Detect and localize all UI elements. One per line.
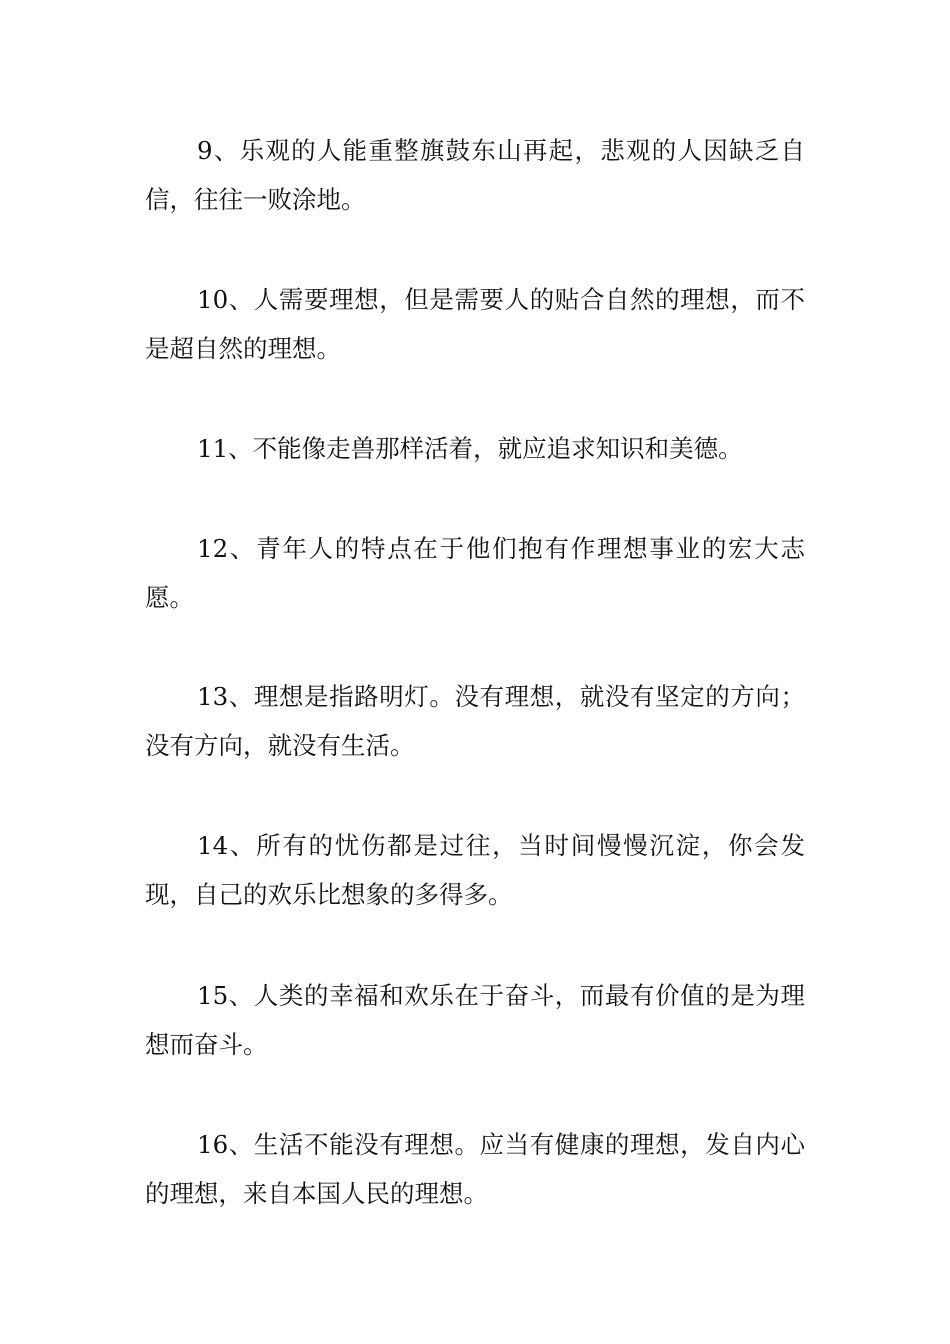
quote-13: 13、理想是指路明灯。没有理想，就没有坚定的方向；没有方向，就没有生活。	[145, 682, 805, 760]
quote-12: 12、青年人的特点在于他们抱有作理想事业的宏大志愿。	[145, 534, 805, 612]
quote-14: 14、所有的忧伤都是过往，当时间慢慢沉淀，你会发现，自己的欢乐比想象的多得多。	[145, 831, 805, 909]
quote-10: 10、人需要理想，但是需要人的贴合自然的理想，而不是超自然的理想。	[145, 285, 805, 363]
quote-16: 16、生活不能没有理想。应当有健康的理想，发自内心的理想，来自本国人民的理想。	[145, 1130, 805, 1208]
quote-9: 9、乐观的人能重整旗鼓东山再起，悲观的人因缺乏自信，往往一败涂地。	[145, 136, 805, 214]
quote-11: 11、不能像走兽那样活着，就应追求知识和美德。	[197, 434, 743, 463]
quote-15: 15、人类的幸福和欢乐在于奋斗，而最有价值的是为理想而奋斗。	[145, 981, 805, 1059]
